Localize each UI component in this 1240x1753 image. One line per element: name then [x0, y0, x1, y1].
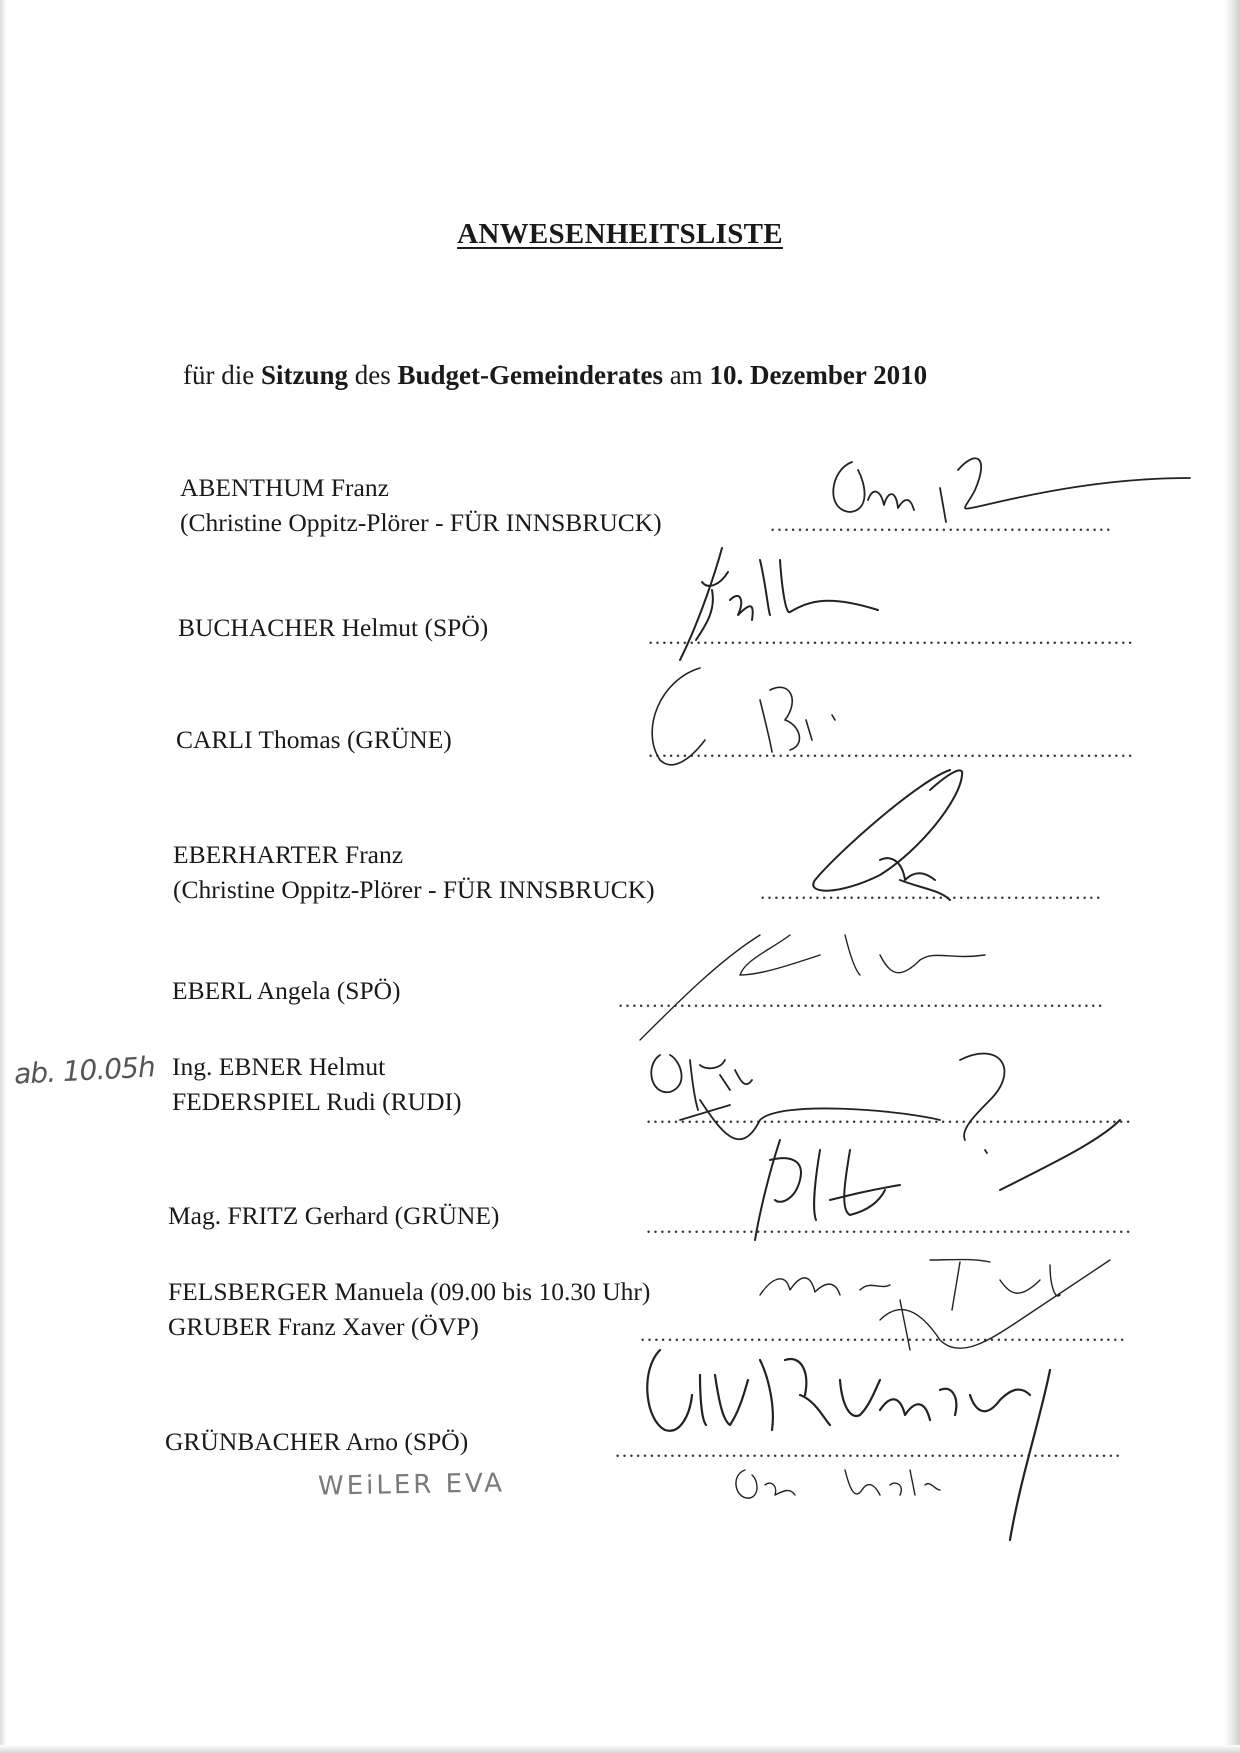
attendee-entry	[172, 973, 401, 1008]
attendee-name: EBERHARTER Franz	[173, 840, 404, 869]
signature-weiler	[736, 1470, 940, 1498]
scan-edge-right	[1224, 0, 1240, 1753]
attendee-name: FELSBERGER Manuela (09.00 bis 10.30 Uhr)	[168, 1277, 651, 1306]
signature-line: .......................................................................	[646, 1214, 1133, 1238]
handwritten-margin-note: ab. 10.05h	[13, 1050, 156, 1091]
attendee-detail: (Christine Oppitz-Plörer - FÜR INNSBRUCK)	[180, 508, 662, 537]
signature-line: .......................................................................	[618, 988, 1105, 1012]
signature-line: .......................................................................	[648, 738, 1135, 762]
signature-line: .......................................................................	[646, 1104, 1133, 1128]
scan-edge-bottom	[0, 1745, 1240, 1753]
scan-edge-left	[0, 0, 6, 1753]
attendee-name: GRÜNBACHER Arno (SPÖ)	[165, 1427, 469, 1456]
document-title: ANWESENHEITSLISTE	[457, 218, 783, 250]
subtitle-part: Budget-Gemeinderates	[397, 360, 663, 390]
attendee-name: EBERL Angela (SPÖ)	[172, 976, 401, 1005]
signature-line: .......................................................................	[640, 1322, 1127, 1346]
attendee-entry	[168, 1198, 499, 1233]
subtitle-part: am	[662, 360, 710, 390]
attendee-entry	[172, 1049, 461, 1119]
attendee-entry	[178, 610, 488, 645]
attendee-detail: FEDERSPIEL Rudi (RUDI)	[172, 1087, 462, 1116]
attendee-name: BUCHACHER Helmut (SPÖ)	[178, 613, 489, 642]
signature-line: ..................................................	[770, 512, 1113, 536]
subtitle-part: des	[348, 360, 398, 390]
attendee-detail: (Christine Oppitz-Plörer - FÜR INNSBRUCK)	[173, 875, 655, 904]
attendee-name: ABENTHUM Franz	[180, 473, 389, 502]
attendee-name: Mag. FRITZ Gerhard (GRÜNE)	[168, 1201, 500, 1230]
attendee-entry	[165, 1424, 468, 1459]
attendee-entry	[180, 470, 662, 540]
signature-line: ..........................................................................	[615, 1438, 1122, 1462]
attendee-name: CARLI Thomas (GRÜNE)	[176, 725, 452, 754]
meeting-subtitle	[183, 360, 927, 391]
attendee-entry	[168, 1274, 650, 1344]
attendee-entry	[176, 722, 452, 757]
attendee-name: Ing. EBNER Helmut	[172, 1052, 386, 1081]
attendee-detail: GRUBER Franz Xaver (ÖVP)	[168, 1312, 479, 1341]
subtitle-part: 10. Dezember 2010	[709, 360, 928, 390]
handwritten-substitute-name: WEiLER EVA	[317, 1468, 506, 1502]
signature-line: ..................................................	[760, 880, 1103, 904]
subtitle-part: Sitzung	[260, 360, 348, 390]
attendee-entry	[173, 837, 655, 907]
signature-line: .......................................................................	[648, 625, 1135, 649]
subtitle-part: für die	[183, 360, 261, 390]
